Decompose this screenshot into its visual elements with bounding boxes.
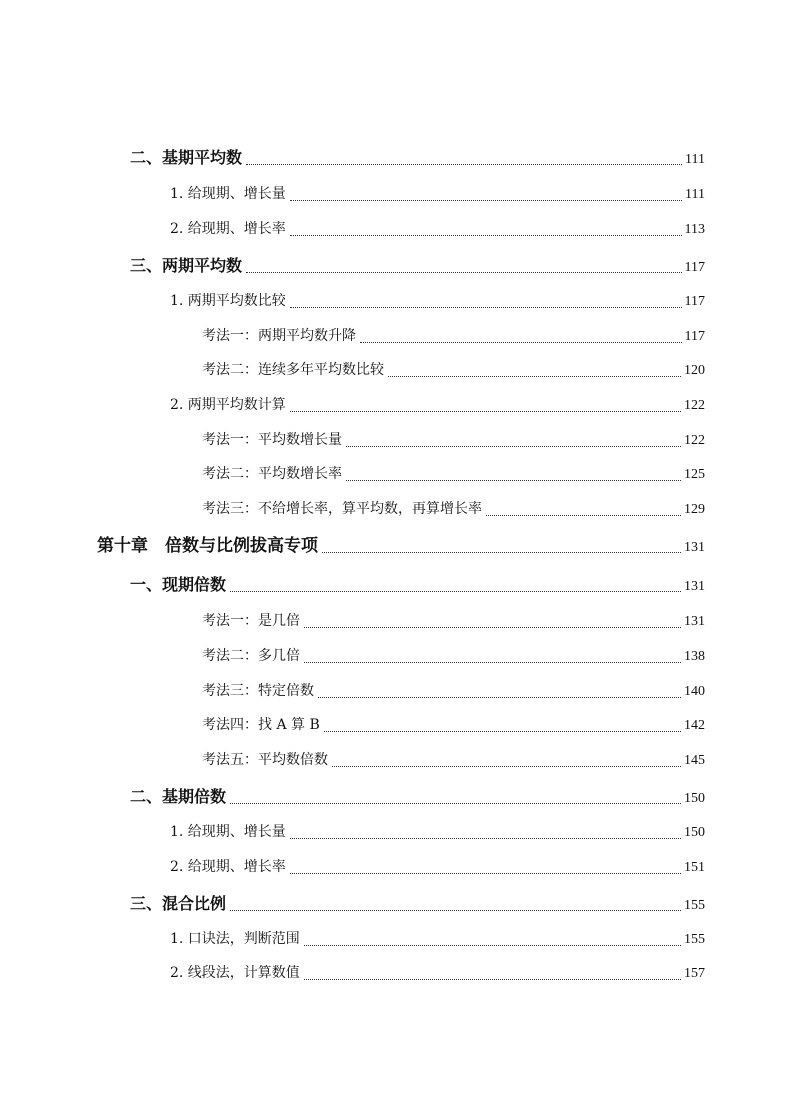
dot-leader (324, 731, 681, 732)
toc-entry-title: 考法三：特定倍数 (202, 683, 314, 699)
toc-page-number: 138 (684, 649, 705, 664)
dot-leader (290, 838, 681, 839)
toc-entry[interactable] (202, 609, 705, 633)
toc-page-number: 131 (684, 614, 705, 629)
toc-chapter-title: 第十章 倍数与比例拔高专项 (97, 536, 318, 556)
toc-page-number: 142 (684, 718, 705, 733)
toc-page-number: 145 (684, 753, 705, 768)
toc-entry-title: 三、混合比例 (130, 894, 227, 913)
toc-entry[interactable] (202, 748, 705, 772)
toc-entry[interactable] (130, 146, 705, 170)
toc-entry-title: 二、基期平均数 (130, 148, 243, 167)
toc-entry[interactable] (130, 254, 705, 278)
toc-entry[interactable] (170, 961, 705, 985)
toc-page-number: 125 (684, 467, 705, 482)
toc-entry-title: 考法三：不给增长率，算平均数，再算增长率 (202, 501, 482, 517)
toc-entry[interactable] (170, 182, 705, 206)
dot-leader (388, 376, 681, 377)
dot-leader (360, 342, 682, 343)
toc-entry[interactable] (130, 892, 705, 916)
toc-entry[interactable] (130, 785, 705, 809)
toc-entry-title: 2. 线段法，计算数值 (170, 965, 300, 981)
dot-leader (290, 235, 682, 236)
toc-entry[interactable] (202, 428, 705, 452)
toc-entry[interactable] (170, 927, 705, 951)
toc-entry-title: 考法一：两期平均数升降 (202, 328, 356, 344)
toc-entry[interactable] (202, 644, 705, 668)
dot-leader (246, 272, 682, 273)
toc-page-number: 113 (684, 222, 705, 237)
toc-entry[interactable] (202, 497, 705, 521)
dot-leader (290, 411, 681, 412)
dot-leader (230, 910, 681, 911)
toc-entry[interactable] (202, 324, 705, 348)
toc-page-number: 120 (684, 363, 705, 378)
toc-page-number: 111 (685, 152, 705, 167)
toc-page-number: 122 (684, 398, 705, 413)
dot-leader (246, 164, 682, 165)
toc-page-number: 157 (684, 966, 705, 981)
dot-leader (290, 307, 682, 308)
toc-page-number: 131 (684, 540, 705, 555)
toc-entry-title: 考法五：平均数倍数 (202, 752, 328, 768)
dot-leader (230, 803, 681, 804)
dot-leader (318, 697, 681, 698)
toc-page-number: 131 (684, 579, 705, 594)
dot-leader (332, 766, 681, 767)
toc-entry[interactable] (170, 217, 705, 241)
toc-entry-title: 考法二：连续多年平均数比较 (202, 362, 384, 378)
dot-leader (290, 873, 681, 874)
toc-page-number: 155 (684, 932, 705, 947)
dot-leader (290, 200, 682, 201)
toc-page-number: 140 (684, 684, 705, 699)
toc-entry[interactable] (170, 289, 705, 313)
dot-leader (304, 627, 681, 628)
dot-leader (304, 979, 681, 980)
toc-entry-title: 三、两期平均数 (130, 256, 243, 275)
toc-entry[interactable] (202, 713, 705, 737)
toc-entry-title: 考法一：平均数增长量 (202, 432, 342, 448)
toc-page-number: 117 (684, 329, 705, 344)
dot-leader (230, 591, 681, 592)
toc-entry-title: 考法四：找 A 算 B (202, 717, 320, 733)
toc-entry-title: 2. 给现期、增长率 (170, 859, 286, 875)
toc-entry-title: 二、基期倍数 (130, 787, 227, 806)
toc-entry[interactable] (130, 573, 705, 597)
toc-page-number: 111 (685, 187, 705, 202)
toc-entry-title: 考法二：多几倍 (202, 648, 300, 664)
toc-entry-title: 考法一：是几倍 (202, 613, 300, 629)
toc-entry-title: 1. 给现期、增长量 (170, 186, 286, 202)
toc-entry-title: 1. 给现期、增长量 (170, 824, 286, 840)
dot-leader (346, 446, 681, 447)
toc-entry-title: 2. 两期平均数计算 (170, 397, 286, 413)
toc-page-number: 150 (684, 825, 705, 840)
dot-leader (322, 552, 681, 553)
toc-entry[interactable] (202, 358, 705, 382)
toc-page-number: 129 (684, 502, 705, 517)
toc-page-number: 150 (684, 791, 705, 806)
dot-leader (304, 662, 681, 663)
dot-leader (304, 945, 681, 946)
toc-page-number: 122 (684, 433, 705, 448)
toc-entry-title: 考法二：平均数增长率 (202, 466, 342, 482)
toc-entry[interactable] (202, 679, 705, 703)
toc-entry[interactable] (170, 820, 705, 844)
toc-entry-title: 1. 两期平均数比较 (170, 293, 286, 309)
toc-entry-chapter[interactable] (97, 534, 705, 558)
toc-page-number: 117 (684, 260, 705, 275)
dot-leader (346, 480, 681, 481)
toc-entry-title: 1. 口诀法，判断范围 (170, 931, 300, 947)
toc-page-number: 155 (684, 898, 705, 913)
toc-entry-title: 2. 给现期、增长率 (170, 221, 286, 237)
toc-page-number: 151 (684, 860, 705, 875)
toc-entry[interactable] (170, 393, 705, 417)
toc-entry-title: 一、现期倍数 (130, 575, 227, 594)
toc-page-number: 117 (684, 294, 705, 309)
toc-entry[interactable] (202, 462, 705, 486)
toc-entry[interactable] (170, 855, 705, 879)
dot-leader (486, 515, 681, 516)
